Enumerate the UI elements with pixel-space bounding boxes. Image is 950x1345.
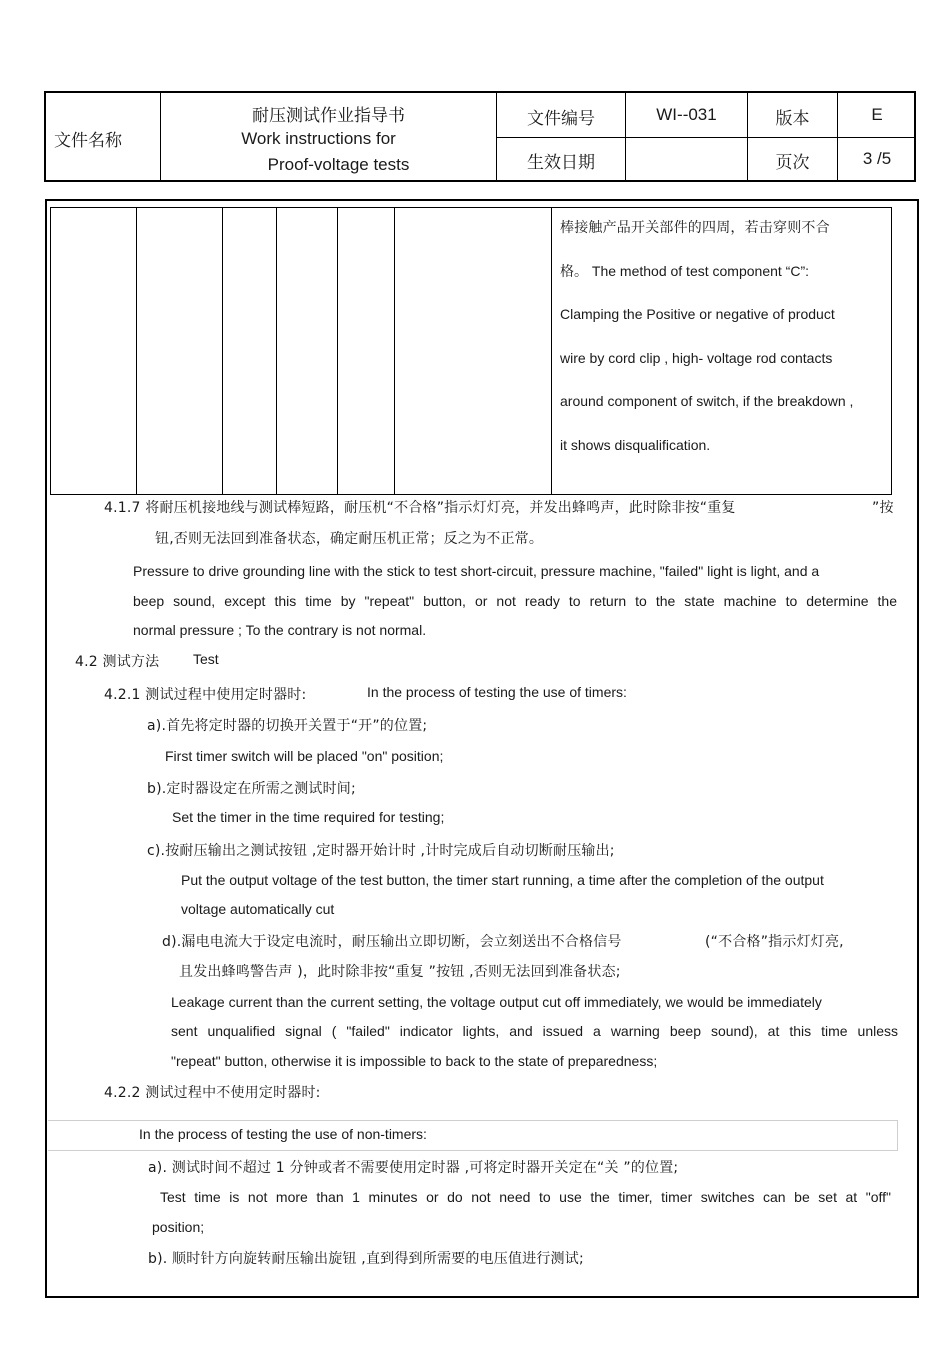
- section-4-1-7-en: beep sound, except this time by "repeat" button, or not ready to return to the state machine to determine the: [133, 593, 897, 609]
- step-d-zh: d).漏电电流大于设定电流时，耐压输出立即切断，会立刻送出不合格信号: [162, 934, 622, 950]
- step-a-zh: a).首先将定时器的切换开关置于“开”的位置;: [147, 718, 428, 734]
- page-label: 页次: [775, 153, 810, 173]
- step-a-en: First timer switch will be placed "on" position;: [165, 748, 444, 764]
- step-d-en: sent unqualified signal ( "failed" indicator lights, and issued a warning beep sound), at this time unless: [171, 1023, 898, 1039]
- title-en-line1: Work instructions for: [241, 129, 396, 148]
- table-column-divider: [337, 208, 338, 494]
- section-4-2-2-heading-en: In the process of testing the use of non-timers:: [139, 1126, 427, 1142]
- table-cell-line: it shows disqualification.: [560, 437, 711, 453]
- page-value: 3 /5: [862, 149, 892, 168]
- table-cell-line: Clamping the Positive or negative of product: [560, 306, 835, 322]
- step-d-zh: 且发出蜂鸣警告声 )，此时除非按“重复 ”按钮 ,否则无法回到准备状态;: [179, 964, 621, 980]
- step-c-en: Put the output voltage of the test button, the timer start running, a time after the completion of the output: [181, 872, 824, 888]
- section-4-1-7-zh: 钮,否则无法回到准备状态，确定耐压机正常；反之为不正常。: [155, 531, 544, 547]
- section-4-1-7-en: normal pressure ; To the contrary is not normal.: [133, 622, 427, 638]
- version-label: 版本: [775, 109, 810, 129]
- step-d-en: "repeat" button, otherwise it is impossible to back to the state of preparedness;: [171, 1053, 658, 1069]
- version-value: E: [871, 105, 883, 124]
- step-b-en: Set the timer in the time required for testing;: [172, 809, 445, 825]
- step-a-zh: a). 测试时间不超过 1 分钟或者不需要使用定时器 ,可将定时器开关定在“关 ”的位置;: [148, 1160, 679, 1176]
- step-c-en: voltage automatically cut: [181, 901, 335, 917]
- section-4-2-heading: 4.2 测试方法: [75, 654, 160, 670]
- table-column-divider: [276, 208, 277, 494]
- section-4-1-7-en: Pressure to drive grounding line with the stick to test short-circuit, pressure machine, "failed" light is light, and a: [133, 563, 820, 579]
- section-4-2-1-heading-en: In the process of testing the use of timers:: [367, 684, 627, 700]
- doc-no-value: WI--031: [656, 105, 717, 124]
- table-column-divider: [394, 208, 395, 494]
- table-cell-line: 棒接触产品开关部件的四周，若击穿则不合: [560, 220, 830, 236]
- table-cell-line: around component of switch, if the breakdown ,: [560, 393, 854, 409]
- section-4-2-2-heading: 4.2.2 测试过程中不使用定时器时:: [104, 1085, 321, 1101]
- step-b-zh: b).定时器设定在所需之测试时间;: [147, 781, 356, 797]
- title-zh: 耐压测试作业指导书: [252, 106, 405, 126]
- table-cell-line: 格。 The method of test component “C”:: [560, 263, 809, 279]
- step-a-en: Test time is not more than 1 minutes or do not need to use the timer, timer switches can be set at "off": [160, 1189, 891, 1205]
- header-divider: [496, 137, 914, 138]
- document-header: [44, 91, 916, 182]
- step-d-zh-end: (“不合格”指示灯灯亮,: [705, 934, 844, 950]
- step-b-zh: b). 顺时针方向旋转耐压输出旋钮 ,直到得到所需要的电压值进行测试;: [148, 1251, 584, 1267]
- step-c-zh: c).按耐压输出之测试按钮 ,定时器开始计时 ,计时完成后自动切断耐压输出;: [147, 843, 615, 859]
- doc-no-label: 文件编号: [527, 109, 595, 129]
- section-4-1-7-zh: 4.1.7 将耐压机接地线与测试棒短路，耐压机“不合格”指示灯灯亮，并发出蜂鸣声，此时除非按“重复: [104, 500, 736, 516]
- table-column-divider: [136, 208, 137, 494]
- title-en-line2: Proof-voltage tests: [267, 155, 410, 174]
- effective-date-label: 生效日期: [527, 153, 595, 173]
- step-a-en: position;: [152, 1219, 205, 1235]
- section-4-2-1-heading: 4.2.1 测试过程中使用定时器时:: [104, 687, 307, 703]
- file-name-label: 文件名称: [54, 131, 122, 151]
- section-4-2-heading-en: Test: [193, 651, 219, 667]
- section-4-1-7-zh-end: ”按: [872, 500, 894, 516]
- table-column-divider: [551, 208, 552, 494]
- table-cell-line: wire by cord clip , high- voltage rod contacts: [560, 350, 833, 366]
- step-d-en: Leakage current than the current setting, the voltage output cut off immediately, we would be immediately: [171, 994, 822, 1010]
- table-column-divider: [222, 208, 223, 494]
